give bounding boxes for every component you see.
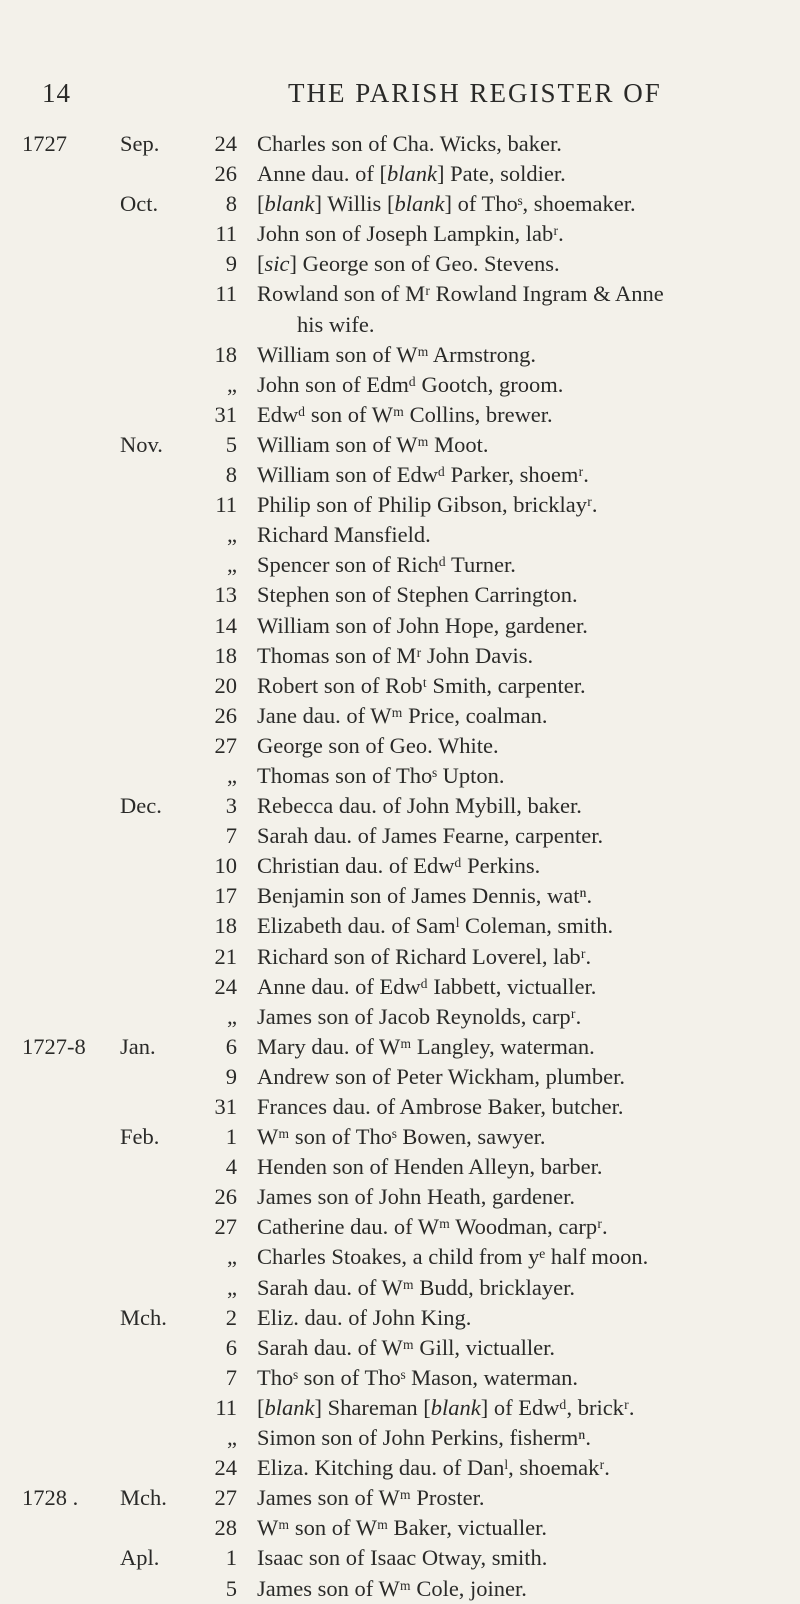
- register-entry: [0, 129, 800, 159]
- entry-year: 1727-8: [22, 1033, 86, 1059]
- entry-day: 26: [214, 161, 237, 187]
- register-entry: [0, 701, 800, 731]
- register-entry: [0, 1543, 800, 1573]
- register-entry: [0, 490, 800, 520]
- entry-day: 27: [214, 1485, 237, 1511]
- entry-day: 20: [214, 672, 237, 698]
- register-entry: [0, 159, 800, 189]
- entry-day: 6: [225, 1033, 237, 1059]
- entry-text: Thoˢ son of Thoˢ Mason, waterman.: [257, 1364, 578, 1390]
- entry-day: 10: [214, 853, 237, 879]
- entry-month: Mch.: [120, 1304, 167, 1330]
- entry-day: 7: [225, 1364, 237, 1390]
- register-entry: [0, 1092, 800, 1122]
- entry-text: Richard Mansfield.: [257, 522, 431, 548]
- entry-text: John son of Edmᵈ Gootch, groom.: [257, 371, 564, 397]
- entry-day: 11: [215, 281, 237, 307]
- register-entry: [0, 1122, 800, 1152]
- entry-day: 24: [214, 973, 237, 999]
- entry-day: 2: [225, 1304, 237, 1330]
- entry-year: 1727: [22, 131, 67, 156]
- register-entry: [0, 580, 800, 610]
- entry-text: Robert son of Robᵗ Smith, carpenter.: [257, 672, 586, 698]
- register-entry: [0, 1002, 800, 1032]
- entry-text: Simon son of John Perkins, fishermⁿ.: [257, 1425, 591, 1451]
- entry-day: 8: [225, 191, 237, 217]
- entry-text: James son of Wᵐ Cole, joiner.: [257, 1575, 527, 1601]
- register-entry: [0, 1363, 800, 1393]
- entry-month: Jan.: [120, 1033, 156, 1059]
- register-entry: [0, 1303, 800, 1333]
- entry-day: „: [227, 522, 237, 548]
- entry-text: John son of Joseph Lampkin, labʳ.: [257, 221, 564, 247]
- entry-text: Mary dau. of Wᵐ Langley, waterman.: [257, 1033, 595, 1059]
- entry-day: 13: [214, 582, 237, 608]
- register-entry: [0, 1242, 800, 1272]
- entry-day: 9: [225, 251, 237, 277]
- register-entry: [0, 1483, 800, 1513]
- entry-day: 26: [214, 1184, 237, 1210]
- register-entry: [0, 611, 800, 641]
- entry-text: Elizabeth dau. of Samˡ Coleman, smith.: [257, 913, 614, 939]
- page-number: 14: [42, 78, 71, 108]
- entry-text: Spencer son of Richᵈ Turner.: [257, 552, 516, 578]
- register-entry: [0, 942, 800, 972]
- entry-month: Oct.: [120, 191, 159, 217]
- entry-text: Jane dau. of Wᵐ Price, coalman.: [257, 702, 548, 728]
- entry-day: 1: [225, 1124, 237, 1150]
- entry-day: 5: [225, 1575, 237, 1601]
- register-entry: [0, 791, 800, 821]
- register-entry: [0, 1062, 800, 1092]
- entry-day: 18: [214, 341, 237, 367]
- entry-day: 18: [214, 642, 237, 668]
- entry-day: „: [227, 1003, 237, 1029]
- entry-day: 24: [214, 131, 237, 156]
- register-entry: [0, 460, 800, 490]
- entry-text: Richard son of Richard Loverel, labʳ.: [257, 943, 592, 969]
- entry-day: 28: [214, 1515, 237, 1541]
- entry-month: Mch.: [120, 1485, 167, 1511]
- entry-text: Catherine dau. of Wᵐ Woodman, carpʳ.: [257, 1214, 608, 1240]
- entry-text: William son of John Hope, gardener.: [257, 612, 588, 638]
- entry-text: Eliz. dau. of John King.: [257, 1304, 472, 1330]
- entry-text: [blank] Shareman [blank] of Edwᵈ, brickʳ.: [257, 1394, 635, 1420]
- entry-day: 31: [214, 1094, 237, 1119]
- entry-text: Sarah dau. of Wᵐ Gill, victualler.: [257, 1334, 556, 1360]
- register-entry: [0, 851, 800, 881]
- entry-day: 5: [225, 431, 237, 457]
- register-entry: [0, 550, 800, 580]
- register-entry: [0, 881, 800, 911]
- entry-day: 27: [214, 732, 237, 758]
- entry-text: William son of Edwᵈ Parker, shoemʳ.: [257, 462, 589, 488]
- entry-day: 21: [214, 943, 237, 969]
- register-entry: [0, 1513, 800, 1543]
- entry-day: 26: [214, 702, 237, 728]
- register-entry: [0, 249, 800, 279]
- entry-text: George son of Geo. White.: [257, 732, 499, 758]
- entry-day: „: [227, 1274, 237, 1300]
- register-entry: [0, 370, 800, 400]
- entry-day: 24: [214, 1455, 237, 1481]
- entry-text: James son of Jacob Reynolds, carpʳ.: [257, 1003, 582, 1029]
- register-entry: [0, 1212, 800, 1242]
- entry-text: Isaac son of Isaac Otway, smith.: [257, 1545, 548, 1571]
- entry-month: Apl.: [120, 1545, 160, 1571]
- register-entry: [0, 189, 800, 219]
- entry-day: „: [227, 552, 237, 578]
- entry-text: Charles son of Cha. Wicks, baker.: [257, 131, 562, 156]
- entry-text: Rowland son of Mʳ Rowland Ingram & Anne: [257, 281, 664, 307]
- entry-text: Edwᵈ son of Wᵐ Collins, brewer.: [257, 401, 553, 427]
- register-entry: [0, 520, 800, 550]
- entry-day: 4: [225, 1154, 237, 1180]
- page-header: [0, 78, 800, 118]
- register-entry: [0, 1333, 800, 1363]
- register-entry: [0, 1152, 800, 1182]
- entry-day: 9: [225, 1063, 237, 1089]
- register-entry: [0, 430, 800, 460]
- register-entry: [0, 761, 800, 791]
- entry-text: James son of John Heath, gardener.: [257, 1184, 576, 1210]
- entry-text: Sarah dau. of Wᵐ Budd, bricklayer.: [257, 1274, 575, 1300]
- entry-text: Benjamin son of James Dennis, watⁿ.: [257, 883, 593, 909]
- entry-day: 31: [214, 401, 237, 427]
- entry-text: Anne dau. of Edwᵈ Iabbett, victualler.: [257, 973, 597, 999]
- entry-day: 27: [214, 1214, 237, 1240]
- running-title: THE PARISH REGISTER OF: [288, 78, 662, 108]
- entry-day: 18: [214, 913, 237, 939]
- entry-text: Philip son of Philip Gibson, bricklayʳ.: [257, 492, 598, 518]
- register-entry: [0, 911, 800, 941]
- entry-text: Andrew son of Peter Wickham, plumber.: [257, 1063, 625, 1089]
- entry-text: Sarah dau. of James Fearne, carpenter.: [257, 823, 604, 849]
- entry-day: 17: [214, 883, 237, 909]
- entry-text: Thomas son of Mʳ John Davis.: [257, 642, 534, 668]
- register-entry: [0, 671, 800, 701]
- register-entry: [0, 310, 800, 340]
- entry-day: 3: [225, 793, 237, 819]
- entry-month: Feb.: [120, 1124, 160, 1150]
- entry-day: „: [227, 762, 237, 788]
- register-entry: [0, 340, 800, 370]
- register-entry: [0, 1393, 800, 1423]
- entry-text: Henden son of Henden Alleyn, barber.: [257, 1154, 603, 1180]
- entry-text: Thomas son of Thoˢ Upton.: [257, 762, 505, 788]
- entry-text: Stephen son of Stephen Carrington.: [257, 582, 578, 608]
- entry-text: [sic] George son of Geo. Stevens.: [257, 251, 560, 277]
- entry-year: 1728 .: [22, 1485, 79, 1511]
- entry-month: Sep.: [120, 131, 160, 156]
- entry-day: „: [227, 371, 237, 397]
- register-entry: [0, 1182, 800, 1212]
- entry-text: Anne dau. of [blank] Pate, soldier.: [257, 161, 566, 187]
- entry-day: 11: [215, 1394, 237, 1420]
- entry-day: 8: [225, 462, 237, 488]
- entry-text: William son of Wᵐ Moot.: [257, 431, 489, 457]
- entry-day: „: [227, 1244, 237, 1270]
- entry-text: [blank] Willis [blank] of Thoˢ, shoemaker.: [257, 191, 636, 217]
- entry-text: James son of Wᵐ Proster.: [257, 1485, 485, 1511]
- entry-text: Eliza. Kitching dau. of Danˡ, shoemakʳ.: [257, 1455, 610, 1481]
- register-entry: [0, 731, 800, 761]
- register-entry: [0, 1423, 800, 1453]
- register-entry: [0, 821, 800, 851]
- register-entry: [0, 641, 800, 671]
- entry-day: 14: [214, 612, 237, 638]
- entry-month: Dec.: [120, 793, 162, 819]
- entry-text: his wife.: [297, 311, 375, 337]
- entry-text: Wᵐ son of Thoˢ Bowen, sawyer.: [257, 1124, 546, 1150]
- entry-day: 6: [225, 1334, 237, 1360]
- entry-text: William son of Wᵐ Armstrong.: [257, 341, 537, 367]
- register-entries: [0, 129, 800, 1604]
- register-entry: [0, 279, 800, 309]
- entry-day: 1: [225, 1545, 237, 1571]
- entry-day: 11: [215, 492, 237, 518]
- entry-text: Frances dau. of Ambrose Baker, butcher.: [257, 1094, 624, 1119]
- entry-text: Rebecca dau. of John Mybill, baker.: [257, 793, 582, 819]
- register-entry: [0, 972, 800, 1002]
- entry-day: 11: [215, 221, 237, 247]
- entry-month: Nov.: [120, 431, 163, 457]
- register-entry: [0, 1453, 800, 1483]
- entry-text: Wᵐ son of Wᵐ Baker, victualler.: [257, 1515, 547, 1541]
- entry-day: 7: [225, 823, 237, 849]
- entry-day: „: [227, 1425, 237, 1451]
- entry-text: Christian dau. of Edwᵈ Perkins.: [257, 853, 541, 879]
- register-entry: [0, 400, 800, 430]
- entry-text: Charles Stoakes, a child from yᵉ half moon.: [257, 1244, 649, 1270]
- register-entry: [0, 1273, 800, 1303]
- register-entry: [0, 1574, 800, 1604]
- register-entry: [0, 1032, 800, 1062]
- register-entry: [0, 219, 800, 249]
